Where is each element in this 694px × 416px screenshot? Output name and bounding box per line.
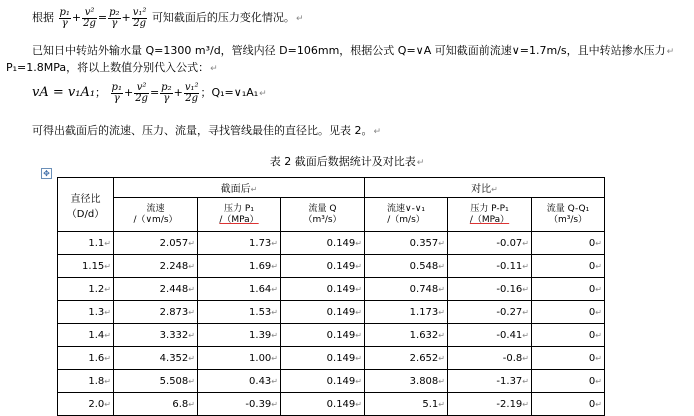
cell-delta-flow: 0↵ [532,347,605,370]
cell-delta-flow: 0↵ [532,255,605,278]
header-group-compare: 对比↵ [365,178,605,198]
cell-speed: 6.8↵ [114,393,198,416]
cell-pressure: 0.43↵ [198,370,281,393]
cell-flow: 0.149↵ [281,324,365,347]
intro-prefix: 根据 [32,11,54,24]
header-group-after: 截面后↵ [114,178,365,198]
formula-fraction: $\frac{\text{v₁²}}{2g}$ [184,81,199,104]
data-table [57,177,605,416]
cell-delta-pressure: -0.11↵ [448,255,532,278]
table-row [58,324,605,347]
cell-flow: 0.149↵ [281,347,365,370]
cell-speed: 2.248↵ [114,255,198,278]
formula-fraction: $\frac{\text{v²}}{2g}$ [83,6,96,29]
table-move-handle-icon[interactable]: ✥ [41,168,52,179]
header-speed: 流速 /（∨m/s） [114,198,198,232]
cell-diameter-ratio: 1.8↵ [58,370,114,393]
cell-delta-speed: 1.173↵ [365,301,448,324]
cell-pressure: 1.64↵ [198,278,281,301]
cell-pressure: 1.69↵ [198,255,281,278]
cell-diameter-ratio: 1.1↵ [58,232,114,255]
given-data-line1: 已知日中转站外输水量 Q=1300 m³/d，管线内径 D=106mm，根据公式 Q=∨A 可知截面前流速∨=1.7m/s，且中转站掺水压力↵ [32,44,675,57]
return-mark: ↵ [295,14,304,24]
cell-delta-flow: 0↵ [532,232,605,255]
table-row [58,347,605,370]
table-row [58,301,605,324]
cell-speed: 2.057↵ [114,232,198,255]
cell-delta-speed: 3.808↵ [365,370,448,393]
header-delta-speed: 流速∨-∨₁ /（m/s） [365,198,448,232]
cell-speed: 2.448↵ [114,278,198,301]
cell-delta-flow: 0↵ [532,393,605,416]
table-caption: 表 2 截面后数据统计及对比表↵ [269,155,425,168]
cell-flow: 0.149↵ [281,301,365,324]
cell-delta-pressure: -0.8↵ [448,347,532,370]
cell-pressure: -0.39↵ [198,393,281,416]
header-delta-pressure: 压力 P-P₁ /（MPa） [448,198,532,232]
cell-delta-flow: 0↵ [532,370,605,393]
cell-speed: 5.508↵ [114,370,198,393]
cell-delta-pressure: -2.19↵ [448,393,532,416]
formula-fraction: $\frac{\text{v₁²}}{2g}$ [132,6,147,29]
cell-pressure: 1.00↵ [198,347,281,370]
cell-diameter-ratio: 1.6↵ [58,347,114,370]
intro-paragraph: 根据 $\frac{\text{p₁}}{\gamma}$ + $\frac{\text{v²}}{2g}$ = $\frac{\text{p₂}}{\gamma}$ + $\frac{\text{v₁²}}{2g}$ 可知截面后的压力变化情况。↵ [32,6,304,29]
formula-fraction: $\frac{\text{p₁}}{\gamma}$ [111,81,122,104]
cell-flow: 0.149↵ [281,232,365,255]
table-subheader-row [58,198,605,232]
header-flow: 流量 Q （m³/s） [281,198,365,232]
table-row [58,255,605,278]
conclusion-paragraph: 可得出截面后的流速、压力、流量，寻找管线最佳的直径比。见表 2。↵ [32,124,382,137]
cell-flow: 0.149↵ [281,393,365,416]
cell-speed: 2.873↵ [114,301,198,324]
cell-delta-pressure: -0.16↵ [448,278,532,301]
cell-flow: 0.149↵ [281,255,365,278]
cell-delta-speed: 2.652↵ [365,347,448,370]
formula-fraction: $\frac{\text{p₂}}{\gamma}$ [161,81,172,104]
given-data-line2: P₁=1.8MPa，将以上数值分别代入公式：↵ [6,61,218,74]
cell-speed: 4.352↵ [114,347,198,370]
cell-delta-speed: 1.632↵ [365,324,448,347]
table-row [58,393,605,416]
flow-equation: ；Q₁=∨₁A₁ [200,86,259,99]
cell-delta-speed: 0.548↵ [365,255,448,278]
continuity-equation: vA = v₁A₁ [32,85,96,100]
header-pressure: 压力 P₁ /（MPa） [198,198,281,232]
cell-delta-pressure: -0.27↵ [448,301,532,324]
formula-fraction: $\frac{\text{p₂}}{\gamma}$ [109,6,120,29]
cell-diameter-ratio: 1.15↵ [58,255,114,278]
cell-delta-speed: 5.1↵ [365,393,448,416]
header-delta-flow: 流量 Q-Q₁ （m³/s） [532,198,605,232]
cell-delta-pressure: -0.07↵ [448,232,532,255]
cell-delta-speed: 0.748↵ [365,278,448,301]
intro-suffix: 可知截面后的压力变化情况。 [151,11,295,24]
table-row [58,232,605,255]
cell-pressure: 1.39↵ [198,324,281,347]
cell-delta-pressure: -0.41↵ [448,324,532,347]
cell-delta-flow: 0↵ [532,324,605,347]
header-diameter-ratio: 直径比 （D/d） [58,178,114,232]
cell-diameter-ratio: 1.3↵ [58,301,114,324]
cell-diameter-ratio: 2.0↵ [58,393,114,416]
cell-delta-pressure: -1.37↵ [448,370,532,393]
cell-delta-flow: 0↵ [532,301,605,324]
cell-diameter-ratio: 1.4↵ [58,324,114,347]
formula-fraction: $\frac{\text{v²}}{2g}$ [135,81,148,104]
table-row [58,370,605,393]
cell-pressure: 1.73↵ [198,232,281,255]
table-header-row [58,178,605,198]
cell-delta-speed: 0.357↵ [365,232,448,255]
cell-flow: 0.149↵ [281,370,365,393]
table-row [58,278,605,301]
cell-diameter-ratio: 1.2↵ [58,278,114,301]
formula-fraction: $\frac{\text{p₁}}{\gamma}$ [59,6,70,29]
cell-delta-flow: 0↵ [532,278,605,301]
cell-flow: 0.149↵ [281,278,365,301]
cell-speed: 3.332↵ [114,324,198,347]
cell-pressure: 1.53↵ [198,301,281,324]
equation-line: vA = v₁A₁； $\frac{\text{p₁}}{\gamma}$ + $\frac{\text{v²}}{2g}$ = $\frac{\text{p₂}}{\gamma}$ + $\frac{\text{v₁²}}{2g}$ ；Q₁=∨₁A₁↵ [32,81,267,104]
